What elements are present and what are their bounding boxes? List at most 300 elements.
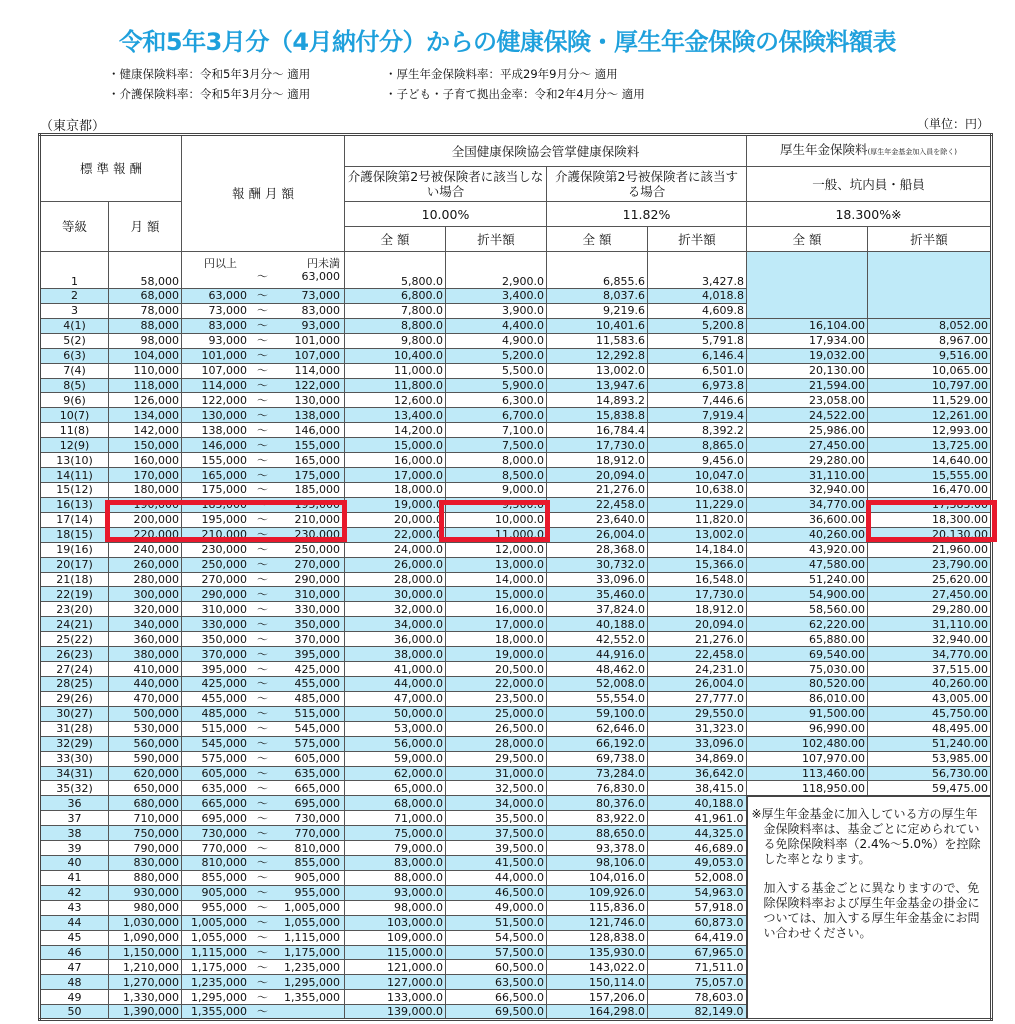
- range-from: 1,295,000: [191, 990, 247, 1004]
- range-from: 290,000: [201, 587, 247, 601]
- range-cell: [182, 751, 345, 766]
- range-values: [182, 886, 344, 899]
- range-values: [182, 677, 344, 690]
- health-half-cell: 63,500.0: [446, 975, 547, 990]
- monthly-cell: 134,000: [109, 408, 182, 423]
- care-full-cell: 28,368.0: [547, 542, 648, 557]
- health-half-cell: 7,100.0: [446, 423, 547, 438]
- page-title: 令和5年3月分（4月納付分）からの健康保険・厚生年金保険の保険料額表: [118, 28, 897, 56]
- range-values: [182, 663, 344, 676]
- care-half-cell: 7,446.6: [648, 393, 747, 408]
- care-full-cell: 128,838.0: [547, 930, 648, 945]
- half-header: 折半額: [446, 227, 547, 252]
- pension-full-cell: 58,560.00: [747, 602, 868, 617]
- care-full-cell: 23,640.0: [547, 512, 648, 527]
- pension-half-cell: 48,495.00: [868, 721, 992, 736]
- grade-cell: 40: [40, 856, 109, 871]
- care-half-cell: 52,008.0: [648, 870, 747, 885]
- range-cell: [182, 676, 345, 691]
- range-from: 210,000: [201, 528, 247, 542]
- monthly-cell: 1,390,000: [109, 1005, 182, 1020]
- pension-full-cell: 62,220.00: [747, 617, 868, 632]
- range-from: 130,000: [201, 408, 247, 422]
- range-to: 350,000: [294, 617, 340, 631]
- table-row: [40, 766, 992, 781]
- range-to: 1,355,000: [284, 990, 340, 1004]
- care-half-cell: 15,366.0: [648, 557, 747, 572]
- range-cell: [182, 378, 345, 393]
- tilde: ～: [257, 498, 268, 512]
- pension-full-cell: 29,280.00: [747, 453, 868, 468]
- monthly-cell: 830,000: [109, 856, 182, 871]
- health-half-cell: 4,900.0: [446, 333, 547, 348]
- pension-half-cell: 8,967.00: [868, 333, 992, 348]
- range-from: 515,000: [201, 722, 247, 736]
- health-half-cell: 20,500.0: [446, 662, 547, 677]
- pension-half-cell: 37,515.00: [868, 662, 992, 677]
- table-row: [40, 691, 992, 706]
- monthly-cell: 110,000: [109, 363, 182, 378]
- care-full-cell: 8,037.6: [547, 289, 648, 304]
- table-row: [40, 662, 992, 677]
- range-to: 485,000: [294, 692, 340, 706]
- pension-full-cell: 23,058.00: [747, 393, 868, 408]
- pension-full-cell: 20,130.00: [747, 363, 868, 378]
- care-full-cell: 30,732.0: [547, 557, 648, 572]
- pension-half-cell: 59,475.00: [868, 781, 992, 796]
- range-from: 1,005,000: [191, 916, 247, 930]
- grade-cell: 45: [40, 930, 109, 945]
- health-full-cell: 44,000.0: [345, 676, 446, 691]
- monthly-cell: 320,000: [109, 602, 182, 617]
- grade-cell: 10(7): [40, 408, 109, 423]
- health-full-cell: 36,000.0: [345, 632, 446, 647]
- range-cell: [182, 318, 345, 333]
- grade-cell: 3: [40, 303, 109, 318]
- range-values: [182, 454, 344, 467]
- range-cell: [182, 572, 345, 587]
- table-row: [40, 647, 992, 662]
- range-cell: [182, 632, 345, 647]
- health-half-cell: 34,000.0: [446, 796, 547, 811]
- range-values: [182, 633, 344, 646]
- range-from: 146,000: [201, 438, 247, 452]
- pension-full-cell: 16,104.00: [747, 318, 868, 333]
- range-from: 605,000: [201, 766, 247, 780]
- table-row: [40, 587, 992, 602]
- table-row: [40, 393, 992, 408]
- care-half-cell: 26,004.0: [648, 676, 747, 691]
- health-full-cell: 24,000.0: [345, 542, 446, 557]
- child-rate-note: ・子ども・子育て拠出金率：令和2年4月分～ 適用: [385, 87, 645, 101]
- range-values: [182, 871, 344, 884]
- table-row: [40, 497, 992, 512]
- pension-full-cell: 17,934.00: [747, 333, 868, 348]
- monthly-cell: 180,000: [109, 482, 182, 497]
- premium-table: [38, 133, 993, 1021]
- table-row: [40, 453, 992, 468]
- pension-full-cell: 32,940.00: [747, 482, 868, 497]
- grade-cell: 47: [40, 960, 109, 975]
- range-from: 370,000: [201, 647, 247, 661]
- care-full-cell: 164,298.0: [547, 1005, 648, 1020]
- tilde: ～: [257, 931, 268, 945]
- tilde: ～: [257, 408, 268, 422]
- health-full-cell: 79,000.0: [345, 841, 446, 856]
- range-to: 270,000: [294, 558, 340, 572]
- care-half-cell: 14,184.0: [648, 542, 747, 557]
- tilde: ～: [257, 334, 268, 348]
- care-full-cell: 22,458.0: [547, 497, 648, 512]
- range-units: [182, 257, 344, 270]
- range-values: [182, 797, 344, 810]
- range-from: 107,000: [201, 364, 247, 378]
- grade-cell: 11(8): [40, 423, 109, 438]
- health-full-cell: 7,800.0: [345, 303, 446, 318]
- table-row: [40, 796, 992, 811]
- care-half-cell: 34,869.0: [648, 751, 747, 766]
- range-from: 250,000: [201, 558, 247, 572]
- range-to: 1,005,000: [284, 901, 340, 915]
- care-half-cell: 8,865.0: [648, 438, 747, 453]
- health-half-cell: 66,500.0: [446, 990, 547, 1005]
- care-half-cell: 3,427.8: [648, 252, 747, 289]
- grade-cell: 24(21): [40, 617, 109, 632]
- range-to: 138,000: [294, 408, 340, 422]
- care-full-cell: 93,378.0: [547, 841, 648, 856]
- care-full-cell: 69,738.0: [547, 751, 648, 766]
- pension-half-cell: 20,130.00: [868, 527, 992, 542]
- grade-cell: 36: [40, 796, 109, 811]
- pension-half-cell: 16,470.00: [868, 482, 992, 497]
- range-from: 270,000: [201, 572, 247, 586]
- range-values: [182, 528, 344, 541]
- grade-header: 等級: [40, 202, 109, 252]
- table-row: [40, 378, 992, 393]
- health-half-cell: 8,500.0: [446, 468, 547, 483]
- range-from: 695,000: [201, 811, 247, 825]
- pension-half-cell: 10,797.00: [868, 378, 992, 393]
- range-cell: [182, 482, 345, 497]
- grade-cell: 1: [40, 252, 109, 289]
- table-row: [40, 318, 992, 333]
- range-cell: [182, 960, 345, 975]
- range-values: [182, 931, 344, 944]
- range-values: [182, 618, 344, 631]
- tilde: ～: [257, 423, 268, 437]
- table-row: [40, 333, 992, 348]
- care-half-cell: 6,973.8: [648, 378, 747, 393]
- care-full-cell: 40,188.0: [547, 617, 648, 632]
- pension-half-cell: 17,385.00: [868, 497, 992, 512]
- range-from: 195,000: [201, 513, 247, 527]
- range-values: [182, 469, 344, 482]
- range-from: 575,000: [201, 752, 247, 766]
- pension-half-cell: 21,960.00: [868, 542, 992, 557]
- range-values: [182, 349, 344, 362]
- range-values: [182, 812, 344, 825]
- care-full-cell: 55,554.0: [547, 691, 648, 706]
- table-row: [40, 303, 992, 318]
- range-cell: [182, 557, 345, 572]
- range-from: 63,000: [208, 289, 247, 303]
- health-half-cell: 9,000.0: [446, 482, 547, 497]
- range-values: [182, 289, 344, 302]
- range-from: 635,000: [201, 781, 247, 795]
- health-full-cell: 75,000.0: [345, 826, 446, 841]
- grade-cell: 6(3): [40, 348, 109, 363]
- care-half-cell: 49,053.0: [648, 856, 747, 871]
- range-to: 1,055,000: [284, 916, 340, 930]
- range-values: [182, 767, 344, 780]
- monthly-cell: 1,270,000: [109, 975, 182, 990]
- monthly-cell: 142,000: [109, 423, 182, 438]
- care-full-cell: 12,292.8: [547, 348, 648, 363]
- grade-cell: 20(17): [40, 557, 109, 572]
- care-full-cell: 13,002.0: [547, 363, 648, 378]
- range-values: [182, 901, 344, 914]
- grade-cell: 39: [40, 841, 109, 856]
- range-from: 955,000: [201, 901, 247, 915]
- pension-full-cell: 113,460.00: [747, 766, 868, 781]
- monthly-cell: 280,000: [109, 572, 182, 587]
- range-to: 130,000: [294, 393, 340, 407]
- range-values: [182, 856, 344, 869]
- range-cell: [182, 945, 345, 960]
- range-to: 155,000: [294, 438, 340, 452]
- grade-cell: 42: [40, 885, 109, 900]
- pension-full-cell: [747, 252, 868, 289]
- monthly-cell: 240,000: [109, 542, 182, 557]
- monthly-cell: 1,090,000: [109, 930, 182, 945]
- tilde: ～: [257, 662, 268, 676]
- health-full-cell: 22,000.0: [345, 527, 446, 542]
- grade-cell: 31(28): [40, 721, 109, 736]
- health-half-cell: 16,000.0: [446, 602, 547, 617]
- pension-half-cell: 18,300.00: [868, 512, 992, 527]
- health-half-cell: 19,000.0: [446, 647, 547, 662]
- monthly-cell: 1,150,000: [109, 945, 182, 960]
- monthly-cell: 790,000: [109, 841, 182, 856]
- range-values: [182, 270, 344, 283]
- table-row: [40, 542, 992, 557]
- monthly-cell: 160,000: [109, 453, 182, 468]
- grade-cell: 12(9): [40, 438, 109, 453]
- range-from: 855,000: [201, 871, 247, 885]
- tilde: ～: [257, 826, 268, 840]
- grade-cell: 43: [40, 900, 109, 915]
- care-half-cell: 44,325.0: [648, 826, 747, 841]
- range-to: 250,000: [294, 543, 340, 557]
- monthly-cell: 1,330,000: [109, 990, 182, 1005]
- care-half-cell: 18,912.0: [648, 602, 747, 617]
- grade-cell: 50: [40, 1005, 109, 1020]
- range-to: 63,000: [301, 270, 340, 283]
- care-half-cell: 64,419.0: [648, 930, 747, 945]
- health-full-cell: 62,000.0: [345, 766, 446, 781]
- health-half-cell: 3,400.0: [446, 289, 547, 304]
- grade-cell: 41: [40, 870, 109, 885]
- health-full-cell: 56,000.0: [345, 736, 446, 751]
- table-row: [40, 721, 992, 736]
- grade-cell: 8(5): [40, 378, 109, 393]
- care-half-cell: 38,415.0: [648, 781, 747, 796]
- care-half-cell: 67,965.0: [648, 945, 747, 960]
- pension-full-cell: 19,032.00: [747, 348, 868, 363]
- pension-full-cell: 86,010.00: [747, 691, 868, 706]
- health-full-cell: 127,000.0: [345, 975, 446, 990]
- tilde: ～: [257, 856, 268, 870]
- table-row: [40, 781, 992, 796]
- monthly-cell: 150,000: [109, 438, 182, 453]
- tilde: ～: [257, 811, 268, 825]
- health-half-cell: 14,000.0: [446, 572, 547, 587]
- table-row: [40, 676, 992, 691]
- tilde: ～: [257, 483, 268, 497]
- health-half-cell: 26,500.0: [446, 721, 547, 736]
- range-to: 665,000: [294, 781, 340, 795]
- tilde: ～: [257, 692, 268, 706]
- rate-care: 11.82%: [547, 202, 747, 227]
- pension-full-cell: 51,240.00: [747, 572, 868, 587]
- pension-half-cell: 45,750.00: [868, 706, 992, 721]
- range-cell: [182, 468, 345, 483]
- table-row: [40, 408, 992, 423]
- range-to: 1,175,000: [284, 946, 340, 960]
- monthly-cell: 410,000: [109, 662, 182, 677]
- care-full-cell: 66,192.0: [547, 736, 648, 751]
- health-full-cell: 38,000.0: [345, 647, 446, 662]
- range-from: [185, 270, 247, 283]
- pension-full-cell: 36,600.00: [747, 512, 868, 527]
- range-values: [182, 588, 344, 601]
- pension-full-cell: 47,580.00: [747, 557, 868, 572]
- health-full-cell: 15,000.0: [345, 438, 446, 453]
- health-full-cell: 18,000.0: [345, 482, 446, 497]
- care-full-cell: 76,830.0: [547, 781, 648, 796]
- range-from: 101,000: [201, 349, 247, 363]
- monthly-cell: 590,000: [109, 751, 182, 766]
- range-header: 報 酬 月 額: [182, 135, 345, 252]
- range-values: [182, 692, 344, 705]
- range-to: 635,000: [294, 766, 340, 780]
- pension-half-cell: 10,065.00: [868, 363, 992, 378]
- health-full-cell: 16,000.0: [345, 453, 446, 468]
- range-to: 230,000: [294, 528, 340, 542]
- care-full-cell: 26,004.0: [547, 527, 648, 542]
- pension-half-cell: 32,940.00: [868, 632, 992, 647]
- range-to: 73,000: [301, 289, 340, 303]
- pension-full-cell: 25,986.00: [747, 423, 868, 438]
- care-half-cell: 10,638.0: [648, 482, 747, 497]
- pension-fund-note: [747, 796, 992, 1020]
- tilde: ～: [257, 438, 268, 452]
- table-row: [40, 512, 992, 527]
- table-row: [40, 348, 992, 363]
- range-values: [182, 498, 344, 511]
- range-from: 665,000: [201, 796, 247, 810]
- care-full-cell: 83,922.0: [547, 811, 648, 826]
- tilde: ～: [257, 707, 268, 721]
- range-from: 395,000: [201, 662, 247, 676]
- health-full-cell: 59,000.0: [345, 751, 446, 766]
- pension-full-cell: 65,880.00: [747, 632, 868, 647]
- range-from: 770,000: [201, 841, 247, 855]
- care-full-cell: 44,916.0: [547, 647, 648, 662]
- care-full-cell: 35,460.0: [547, 587, 648, 602]
- range-values: [182, 483, 344, 496]
- care-half-cell: 29,550.0: [648, 706, 747, 721]
- health-half-cell: 8,000.0: [446, 453, 547, 468]
- half-header: 折半額: [868, 227, 992, 252]
- monthly-cell: 980,000: [109, 900, 182, 915]
- pension-half-cell: 13,725.00: [868, 438, 992, 453]
- table-row: [40, 482, 992, 497]
- grade-cell: 46: [40, 945, 109, 960]
- care-half-cell: 22,458.0: [648, 647, 747, 662]
- range-values: [182, 513, 344, 526]
- care-full-cell: 37,824.0: [547, 602, 648, 617]
- range-to: 146,000: [294, 423, 340, 437]
- range-cell: [182, 333, 345, 348]
- care-rate-note: ・介護保険料率：令和5年3月分～ 適用: [108, 87, 311, 101]
- health-full-cell: 13,400.0: [345, 408, 446, 423]
- care-half-cell: 31,323.0: [648, 721, 747, 736]
- health-half-cell: 23,500.0: [446, 691, 547, 706]
- health-full-cell: 133,000.0: [345, 990, 446, 1005]
- tilde: ～: [257, 270, 268, 283]
- area-label: （東京都）: [40, 119, 106, 134]
- care-half-cell: 54,963.0: [648, 885, 747, 900]
- range-values: [182, 842, 344, 855]
- monthly-cell: 650,000: [109, 781, 182, 796]
- tilde: ～: [257, 766, 268, 780]
- pension-full-cell: 54,900.00: [747, 587, 868, 602]
- range-from: 1,355,000: [191, 1005, 247, 1019]
- health-header: 全国健康保険協会管掌健康保険料: [345, 135, 747, 167]
- standard-header: 標 準 報 酬: [40, 135, 182, 202]
- health-full-cell: 103,000.0: [345, 915, 446, 930]
- range-cell: [182, 856, 345, 871]
- range-cell: [182, 811, 345, 826]
- pension-half-cell: 15,555.00: [868, 468, 992, 483]
- pension-half-cell: [868, 252, 992, 289]
- range-to: 370,000: [294, 632, 340, 646]
- grade-cell: 27(24): [40, 662, 109, 677]
- range-cell: [182, 348, 345, 363]
- care-half-cell: 33,096.0: [648, 736, 747, 751]
- table-row: [40, 617, 992, 632]
- grade-cell: 49: [40, 990, 109, 1005]
- range-values: [182, 394, 344, 407]
- range-cell: [182, 393, 345, 408]
- pension-full-cell: 91,500.00: [747, 706, 868, 721]
- table-row: [40, 632, 992, 647]
- care-half-cell: 5,791.8: [648, 333, 747, 348]
- monthly-cell: 470,000: [109, 691, 182, 706]
- health-half-cell: 4,400.0: [446, 318, 547, 333]
- monthly-cell: 380,000: [109, 647, 182, 662]
- pension-header: [747, 135, 992, 167]
- range-cell: [182, 527, 345, 542]
- monthly-cell: 440,000: [109, 676, 182, 691]
- range-from: 230,000: [201, 543, 247, 557]
- monthly-cell: 710,000: [109, 811, 182, 826]
- care-full-cell: 15,838.8: [547, 408, 648, 423]
- tilde: ～: [257, 364, 268, 378]
- monthly-cell: 620,000: [109, 766, 182, 781]
- care-half-cell: 7,919.4: [648, 408, 747, 423]
